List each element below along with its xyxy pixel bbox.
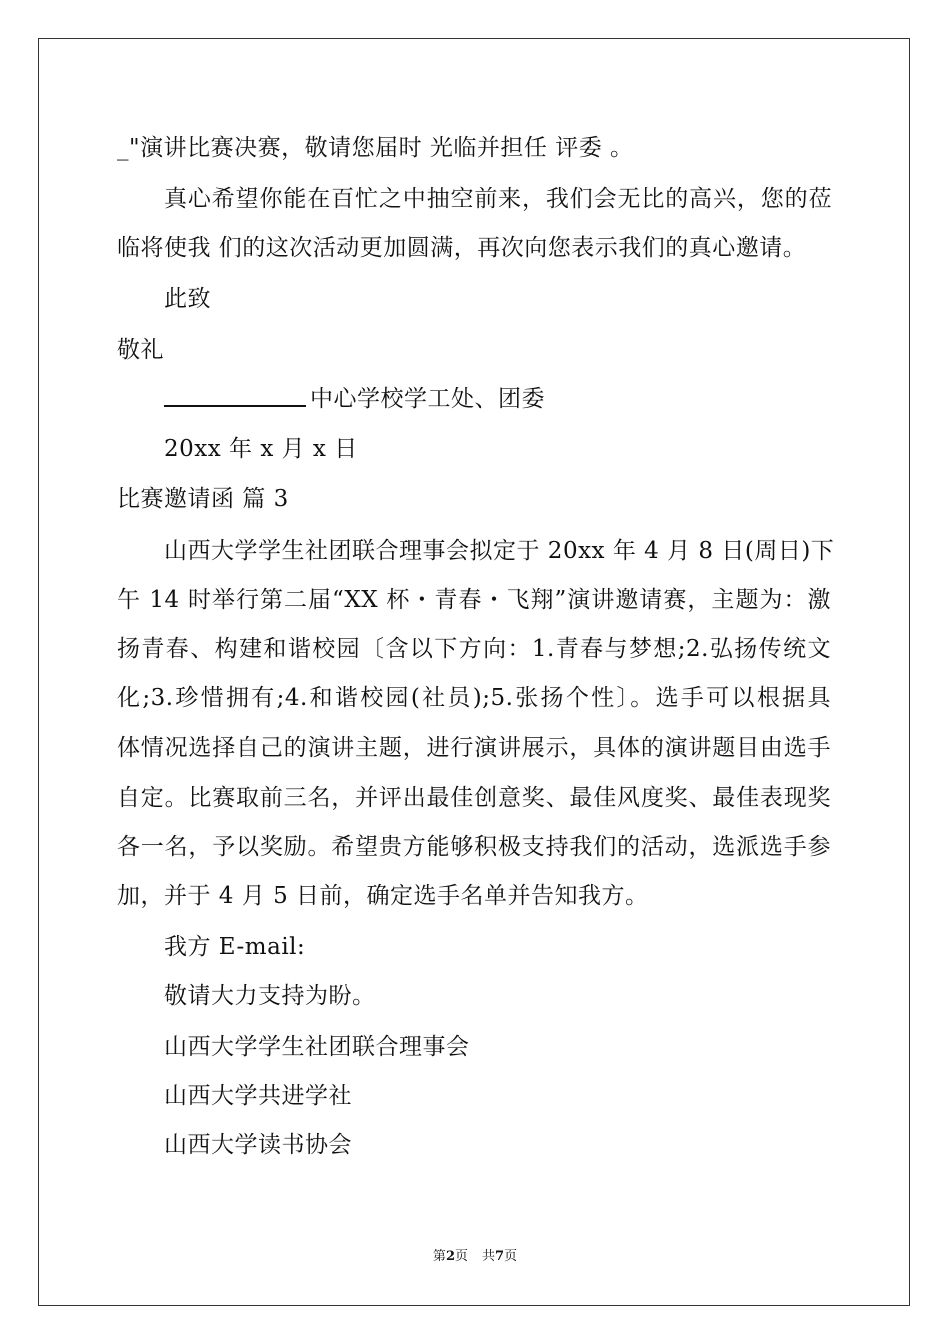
text-line: _"演讲比赛决赛，敬请您届时 光临并担任 评委 。 bbox=[117, 135, 634, 161]
paragraph-line: 山西大学学生社团联合理事会拟定于 20xx 年 4 月 8 日(周日)下 bbox=[164, 538, 835, 564]
paragraph-line: 体情况选择自己的演讲主题，进行演讲展示，具体的演讲题目由选手 bbox=[117, 735, 831, 761]
date-line: 20xx 年 x 月 x 日 bbox=[164, 436, 358, 462]
salutation-line: 此致 bbox=[164, 286, 211, 312]
organization-line: 山西大学学生社团联合理事会 bbox=[164, 1034, 470, 1060]
section-heading: 比赛邀请函 篇 3 bbox=[117, 486, 289, 512]
signature-line bbox=[164, 384, 545, 414]
blank-underline bbox=[164, 405, 306, 407]
closing-line: 敬请大力支持为盼。 bbox=[164, 983, 376, 1009]
total-suffix: 页 bbox=[504, 1249, 518, 1264]
paragraph-line: 各一名，予以奖励。希望贵方能够积极支持我们的活动，选派选手参 bbox=[117, 834, 831, 860]
paragraph-line: 加，并于 4 月 5 日前，确定选手名单并告知我方。 bbox=[117, 883, 649, 909]
page-number: 2 bbox=[445, 1249, 455, 1264]
signature-text: 中心学校学工处、团委 bbox=[310, 386, 545, 412]
paragraph-line: 自定。比赛取前三名，并评出最佳创意奖、最佳风度奖、最佳表现奖 bbox=[117, 785, 831, 811]
organization-line: 山西大学共进学社 bbox=[164, 1083, 352, 1109]
page-border bbox=[38, 38, 910, 1306]
total-pages: 7 bbox=[495, 1249, 505, 1264]
paragraph-line: 扬青春、构建和谐校园〔含以下方向：1.青春与梦想;2.弘扬传统文 bbox=[117, 636, 831, 662]
page-prefix: 第 bbox=[432, 1249, 446, 1264]
paragraph-line: 临将使我 们的这次活动更加圆满，再次向您表示我们的真心邀请。 bbox=[117, 235, 807, 261]
paragraph-line: 午 14 时举行第二届“XX 杯・青春・飞翔”演讲邀请赛，主题为：激 bbox=[117, 587, 831, 613]
organization-line: 山西大学读书协会 bbox=[164, 1132, 352, 1158]
paragraph-line: 化;3.珍惜拥有;4.和谐校园(社员);5.张扬个性〕。选手可以根据具 bbox=[117, 685, 831, 711]
page-suffix: 页 bbox=[454, 1249, 468, 1264]
salutation-line: 敬礼 bbox=[117, 337, 164, 363]
email-line: 我方 E-mail: bbox=[164, 934, 306, 960]
page-footer bbox=[0, 1245, 950, 1264]
total-prefix: 共 bbox=[482, 1249, 496, 1264]
paragraph-line: 真心希望你能在百忙之中抽空前来，我们会无比的高兴，您的莅 bbox=[164, 186, 832, 212]
